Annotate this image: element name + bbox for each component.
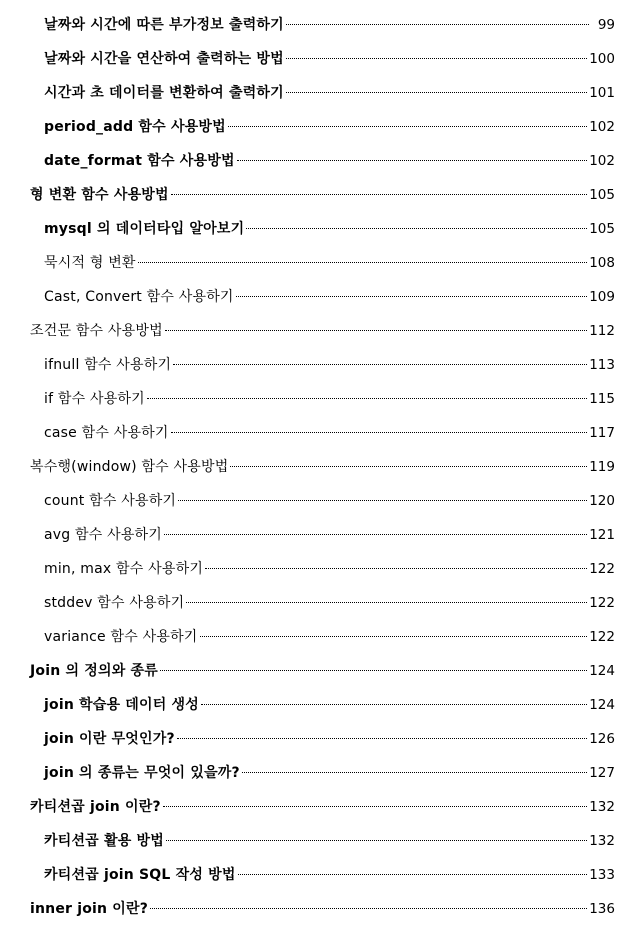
toc-entry-page-number: 100 xyxy=(589,51,615,67)
toc-entry-title: variance 함수 사용하기 xyxy=(44,629,198,645)
toc-entry[interactable] xyxy=(0,76,639,110)
toc-entry-title: if 함수 사용하기 xyxy=(44,391,145,407)
toc-entry-title: count 함수 사용하기 xyxy=(44,493,177,509)
toc-entry[interactable] xyxy=(0,790,639,824)
dot-leader xyxy=(286,92,587,93)
toc-entry-page-number: 113 xyxy=(589,357,615,373)
toc-entry[interactable] xyxy=(0,450,639,484)
toc-entry[interactable] xyxy=(0,654,639,688)
toc-entry-page-number: 109 xyxy=(589,289,615,305)
toc-entry-title: case 함수 사용하기 xyxy=(44,425,169,441)
toc-entry[interactable] xyxy=(0,620,639,654)
toc-entry-title: 날짜와 시간에 따른 부가정보 출력하기 xyxy=(44,17,284,33)
dot-leader xyxy=(166,840,587,841)
dot-leader xyxy=(205,568,587,569)
toc-entry-title: join 의 종류는 무엇이 있을까? xyxy=(44,765,240,781)
toc-entry-title: join 학습용 데이터 생성 xyxy=(44,697,199,713)
toc-entry[interactable] xyxy=(0,416,639,450)
toc-entry-page-number: 126 xyxy=(589,731,615,747)
toc-entry-page-number: 101 xyxy=(589,85,615,101)
toc-entry-title: 복수행(window) 함수 사용방법 xyxy=(30,459,229,475)
toc-entry-page-number: 136 xyxy=(589,901,615,917)
toc-entry-title: join 이란 무엇인가? xyxy=(44,731,175,747)
toc-entry-page-number: 112 xyxy=(589,323,615,339)
dot-leader xyxy=(178,500,587,501)
toc-entry-page-number: 122 xyxy=(589,561,615,577)
toc-entry-page-number: 122 xyxy=(589,629,615,645)
toc-entry[interactable] xyxy=(0,42,639,76)
toc-entry-title: 시간과 초 데이터를 변환하여 출력하기 xyxy=(44,85,284,101)
toc-entry-page-number: 124 xyxy=(589,663,615,679)
dot-leader xyxy=(147,398,587,399)
toc-entry-page-number: 120 xyxy=(589,493,615,509)
dot-leader xyxy=(171,194,587,195)
dot-leader xyxy=(201,704,587,705)
dot-leader xyxy=(171,432,588,433)
toc-entry[interactable] xyxy=(0,892,639,926)
toc-entry[interactable] xyxy=(0,552,639,586)
toc-entry[interactable] xyxy=(0,280,639,314)
toc-entry-title: 카티션곱 join SQL 작성 방법 xyxy=(44,867,236,883)
toc-entry-page-number: 122 xyxy=(589,595,615,611)
toc-entry-page-number: 105 xyxy=(589,221,615,237)
toc-entry[interactable] xyxy=(0,586,639,620)
toc-entry-page-number: 121 xyxy=(589,527,615,543)
dot-leader xyxy=(138,262,588,263)
toc-entry-title: 조건문 함수 사용방법 xyxy=(30,323,163,339)
toc-entry[interactable] xyxy=(0,484,639,518)
toc-entry[interactable] xyxy=(0,382,639,416)
toc-entry-title: 묵시적 형 변환 xyxy=(44,255,136,271)
toc-entry-title: mysql 의 데이터타입 알아보기 xyxy=(44,221,245,237)
dot-leader xyxy=(238,874,588,875)
toc-entry-page-number: 99 xyxy=(597,17,615,33)
toc-entry-page-number: 119 xyxy=(589,459,615,475)
toc-entry-page-number: 115 xyxy=(589,391,615,407)
toc-entry-page-number: 132 xyxy=(589,833,615,849)
dot-leader xyxy=(230,466,587,467)
toc-entry[interactable] xyxy=(0,314,639,348)
toc-entry-page-number: 127 xyxy=(589,765,615,781)
toc-entry-title: Join 의 정의와 종류 xyxy=(30,663,158,679)
dot-leader xyxy=(160,670,587,671)
toc-entry-page-number: 132 xyxy=(589,799,615,815)
dot-leader xyxy=(164,534,587,535)
toc-entry-title: avg 함수 사용하기 xyxy=(44,527,162,543)
toc-entry[interactable] xyxy=(0,348,639,382)
toc-entry-page-number: 108 xyxy=(589,255,615,271)
dot-leader xyxy=(177,738,587,739)
dot-leader xyxy=(163,806,587,807)
toc-entry[interactable] xyxy=(0,518,639,552)
dot-leader xyxy=(150,908,587,909)
toc-entry-page-number: 105 xyxy=(589,187,615,203)
dot-leader xyxy=(246,228,587,229)
toc-entry-page-number: 102 xyxy=(589,119,615,135)
dot-leader xyxy=(242,772,587,773)
dot-leader xyxy=(286,58,587,59)
dot-leader xyxy=(286,24,589,25)
dot-leader xyxy=(236,296,588,297)
toc-entry[interactable] xyxy=(0,722,639,756)
toc-entry-title: min, max 함수 사용하기 xyxy=(44,561,204,577)
dot-leader xyxy=(228,126,587,127)
toc-entry-title: period_add 함수 사용방법 xyxy=(44,119,226,135)
dot-leader xyxy=(173,364,587,365)
dot-leader xyxy=(165,330,587,331)
toc-entry[interactable] xyxy=(0,756,639,790)
toc-entry-title: ifnull 함수 사용하기 xyxy=(44,357,172,373)
toc-entry-page-number: 124 xyxy=(589,697,615,713)
table-of-contents xyxy=(0,8,639,926)
toc-entry[interactable] xyxy=(0,178,639,212)
toc-entry[interactable] xyxy=(0,824,639,858)
toc-entry-title: 카티션곱 join 이란? xyxy=(30,799,161,815)
toc-entry-title: stddev 함수 사용하기 xyxy=(44,595,185,611)
toc-entry[interactable] xyxy=(0,144,639,178)
toc-entry[interactable] xyxy=(0,8,639,42)
toc-entry-page-number: 133 xyxy=(589,867,615,883)
toc-entry[interactable] xyxy=(0,858,639,892)
toc-entry-page-number: 102 xyxy=(589,153,615,169)
toc-entry-title: 카티션곱 활용 방법 xyxy=(44,833,164,849)
dot-leader xyxy=(200,636,588,637)
toc-entry-page-number: 117 xyxy=(589,425,615,441)
toc-entry-title: 형 변환 함수 사용방법 xyxy=(30,187,169,203)
toc-entry-title: 날짜와 시간을 연산하여 출력하는 방법 xyxy=(44,51,284,67)
dot-leader xyxy=(237,160,588,161)
toc-entry[interactable] xyxy=(0,110,639,144)
toc-entry-title: inner join 이란? xyxy=(30,901,149,917)
dot-leader xyxy=(186,602,587,603)
toc-entry-title: date_format 함수 사용방법 xyxy=(44,153,235,169)
toc-entry[interactable] xyxy=(0,688,639,722)
toc-entry[interactable] xyxy=(0,246,639,280)
toc-entry[interactable] xyxy=(0,212,639,246)
toc-entry-title: Cast, Convert 함수 사용하기 xyxy=(44,289,234,305)
